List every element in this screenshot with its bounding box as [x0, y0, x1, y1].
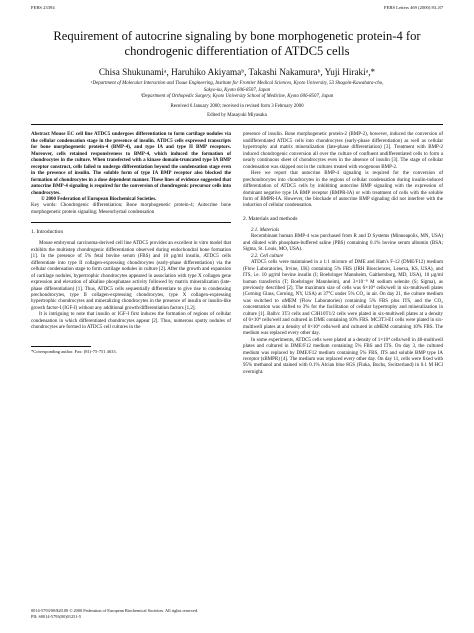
- issn-copyright-line: 0014-5793/00/$20.00 © 2000 Federation of European Biochemical Societies. All rights reserved.: [31, 608, 199, 613]
- intro-paragraph-1: Mouse embryonal carcinoma-derived cell line ATDC5 provides an excellent in vitro model that exhibits the multistep chondrogenic differentiation observed during endochondral bone formation [1]. In the presence of 5% fetal bovine serum (FBS) and 10 μg/ml insulin, ATDC5 cells differentiate into type II collagen-expressing chondrocytes (early-phase differentiation) via the cellular condensation stage to form cartilage nodules in culture [2]. After the growth and expansion of cartilage nodules, hypertrophic chondrocytes appeared in association with type X collagen gene expression and elevation of alkaline phosphatase activity followed by matrix mineralization (late-phase differentiation) [1]. Thus, ATDC5 cells sequentially differentiate to give rise to condensing prechondrocytes, type II collagen-expressing chondrocytes, type X collagen-expressing hypertrophic chondrocytes and mineralizing chondrocytes in the presence of insulin or insulin-like growth factor-I (IGF-I) without any additional growth/differentiation factors [1,2].: [31, 241, 231, 311]
- intro-paragraph-2: It is intriguing to note that insulin or IGF-I first induces the formation of regions of cellular condensation in which differentiated chondrocytes appear [2]. Thus, numerous spotty nodules of chondrocytes are formed in ATDC5 cell cultures in the: [31, 312, 231, 331]
- body-columns: [31, 132, 443, 376]
- subsection-heading-cell-culture: 2.2. Cell culture: [251, 253, 284, 259]
- abstract-divider: [31, 222, 231, 223]
- cell-culture-paragraph-1: ATDC5 cells were maintained in a 1:1 mixture of DME and Ham's F-12 (DME/F12) medium (Flow Laboratories, Irvine, UK) containing 5% FBS (JRH Biosciences, Lenexa, KS, USA), and ITS, i.e. 10 μg/ml bovine insulin (I; Boehringer Mannheim, Gaithersburg, MD, USA), 10 μg/ml human transferrin (T; Boehringer Mannheim), and 3×10⁻⁸ M sodium selenite (S; Sigma), as previously described [2]. The maximum size of cells was 6×10⁴ cells/well in six-multiwell plates (Corning Glass, Corning, NY, USA) at 37°C under 5% CO₂ in air. On day 21, the culture medium was switched to αMEM (Flow Laboratories) containing 5% FBS plus ITS, and the CO₂ concentration was shifted to 3% for the facilitation of cellular hypertrophy and mineralization in culture [1]. Balb/c 3T3 cells and C3H10T1/2 cells were plated in six-multiwell plates at a density of 6×10⁴ cells/well and cultured in DME containing 10% FBS. MC3T3-E1 cells were plated in six-multiwell plates at a density of 6×10⁴ cells/well and cultured in αMEM containing 10% FBS. The medium was replaced every other day.: [243, 260, 443, 337]
- affiliations: [31, 81, 443, 100]
- affiliation-b: ᵇDepartment of Orthopedic Surgery, Kyoto University School of Medicine, Kyoto 606-8507, Japan: [140, 94, 334, 100]
- keywords: Key words: Chondrogenic differentiation; Bone morphogenetic protein-4; Autocrine bone morphogenetic protein signaling; Mesenchymal condensation: [31, 203, 231, 215]
- intro-paragraph-4: Here we report that autocrine BMP-4 signaling is required for the conversion of prechondrocytes into chondrocytes in the regions of cellular condensation during insulin-induced differentiation of ATDC5 cells by inhibiting autocrine BMP signaling with the expression of dominant negative type IA BMP receptor (BMPR-IA) or with treatment of cells with the soluble form of BMPR-IA. However, the blockade of autocrine BMP signaling did not interfere with the induction of cellular condensation.: [243, 171, 443, 209]
- journal-citation: FEBS Letters 469 (2000) 83–87: [384, 5, 443, 10]
- column-spacer: [31, 332, 231, 342]
- title-line-2: chondrogenic differentiation of ATDC5 cells: [124, 44, 350, 58]
- header-divider: [31, 124, 443, 125]
- affiliation-a-line-2: Sakyo-ku, Kyoto 606-8507, Japan: [203, 87, 271, 93]
- affiliation-a-line-1: ᵃDepartment of Molecular Interaction and Tissue Engineering, Institute for Frontier Medical Sciences, Kyoto University, 53 Shogoin-Kawahara-cho,: [90, 81, 384, 87]
- pii-line: PII: S0014-5793(00)01251-5: [31, 613, 82, 619]
- journal-id: FEBS 23394: [31, 5, 55, 10]
- footnote-divider: [31, 346, 91, 347]
- page-footer: [31, 608, 443, 619]
- article-title: [31, 29, 443, 59]
- abstract: Abstract Mouse EC cell line ATDC5 undergoes differentiation to form cartilage nodules via the cellular condensation stage in the presence of insulin. ATDC5 cells expressed transcripts for bone morphogenetic protein-4 (BMP-4), and type IA and type II BMP receptors. Moreover, cells retained responsiveness to BMP-4, which induced the formation of chondrocytes in the culture. When transfected with a kinase domain-truncated type IA BMP receptor construct, cells failed to undergo differentiation beyond the condensation stage even in the presence of insulin. The soluble form of type IA BMP receptor also blocked the formation of chondrocytes in a dose dependent manner. These lines of evidence suggested that autocrine BMP-4 signaling is required for the conversion of chondrogenic precursor cells into chondrocytes.: [31, 132, 231, 196]
- running-head: [31, 5, 443, 11]
- left-column: [31, 132, 231, 376]
- section-heading-methods: 2. Materials and methods: [243, 215, 298, 222]
- cell-culture-paragraph-2: In some experiments, ATDC5 cells were plated at a density of 1×10⁴ cells/well in 48-multiwell plates and cultured in DME/F12 medium containing 5% FBS and ITS. On day 3, the cultured medium was replaced by DME/F12 medium containing 5% FBS, ITS and soluble BMP type IA receptor (sBMPR) [4]. The medium was replaced every other day. On day 11, cells were fixed with 95% methanol and stained with 0.1% Alcian blue 8GS (Fluka, Buchs, Switzerland) in 0.1 M HCl overnight.: [243, 337, 443, 375]
- edited-by: Edited by Masayuki Miyasaka: [207, 113, 267, 119]
- subsection-heading-materials: 2.1. Materials: [251, 227, 280, 233]
- author-list: Chisa Shukunamiᵃ, Haruhiko Akiyamaᵇ, Takashi Nakamuraᵇ, Yuji Hirakiᵃ,*: [98, 67, 376, 78]
- section-heading-introduction: 1. Introduction: [31, 229, 64, 236]
- materials-paragraph: Recombinant human BMP-4 was purchased from R and D Systems (Minneapolis, MN, USA) and diluted with phosphate-buffered saline (PBS) containing 0.1% bovine serum albumin (BSA; Sigma, St. Louis, MO, USA).: [243, 234, 443, 253]
- right-column: [243, 132, 443, 376]
- intro-paragraph-3: presence of insulin. Bone morphogenetic protein-2 (BMP-2), however, induced the conversion of undifferentiated ATDC5 cells into chondrocytes (early-phase differentiation) as well as cellular hypertrophy and matrix mineralization (late-phase differentiation) [3]. Treatment with BMP-2 induced chondrogenic conversion all over the culture of confluent undifferentiated cells to form a nearly continuous sheet of chondrocytes even in the absence of insulin [3]. The stage of cellular condensation was skipped out in the cultures treated with exogenous BMP-2.: [243, 132, 443, 170]
- title-line-1: Requirement of autocrine signaling by bone morphogenetic protein-4 for: [53, 29, 421, 43]
- copyright-notice: © 2000 Federation of European Biochemical Societies.: [41, 197, 157, 202]
- received-dates: Received 6 January 2000; received in revised form 3 February 2000: [170, 103, 304, 109]
- corresponding-author-footnote: *Corresponding author. Fax: (81)-75-751 4633.: [31, 348, 117, 354]
